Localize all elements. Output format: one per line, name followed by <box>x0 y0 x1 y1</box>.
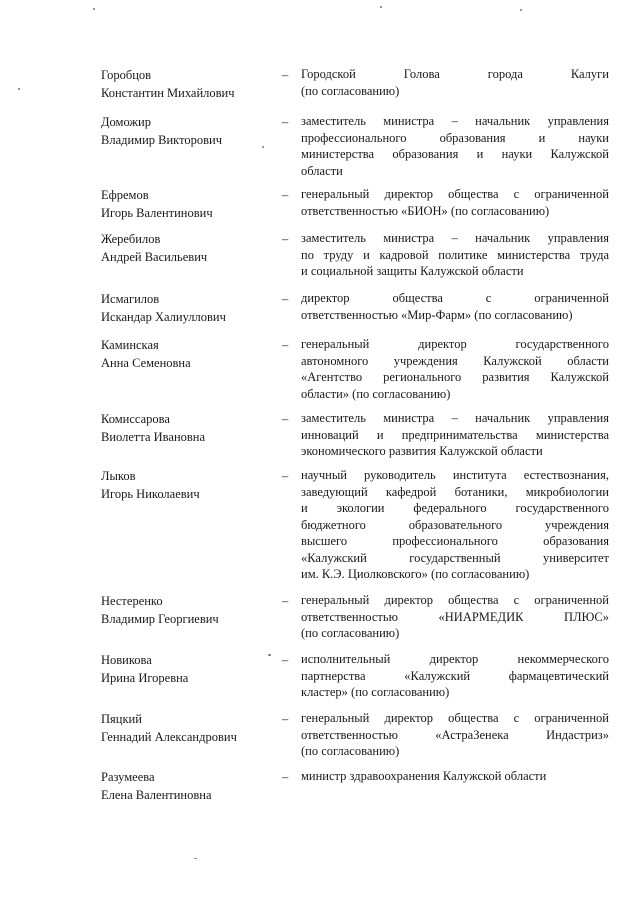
position-line: ответственностью «АстраЗенека Индастриз» <box>301 727 609 742</box>
position-line: ответственностью «НИАРМЕДИК ПЛЮС» <box>301 609 609 624</box>
position-line: «Калужский государственный университет <box>301 550 609 565</box>
separator-dash: – <box>282 338 289 352</box>
member-position <box>301 592 609 642</box>
separator-dash: – <box>282 594 289 608</box>
member-name <box>101 710 276 746</box>
position-line: директор общества с ограниченной <box>301 291 609 305</box>
member-name <box>101 651 276 687</box>
member-given-names: Анна Семеновна <box>101 356 191 370</box>
separator-dash: – <box>282 188 289 202</box>
member-surname: Разумеева <box>101 770 155 784</box>
member-given-names: Игорь Валентинович <box>101 206 213 220</box>
position-line: высшего профессионального образования <box>301 534 609 548</box>
position-line: ответственностью «Мир-Фарм» (по согласованию) <box>301 307 573 322</box>
position-line: (по согласованию) <box>301 744 400 758</box>
position-line: инноваций и предпринимательства министерства <box>301 427 609 442</box>
position-line: «Агентство регионального развития Калужской <box>301 370 609 384</box>
position-line: им. К.Э. Циолковского» (по согласованию) <box>301 567 530 581</box>
position-line: и экологии федерального государственного <box>301 501 609 515</box>
position-line: генеральный директор государственного <box>301 337 609 351</box>
scan-speck <box>262 146 264 148</box>
separator-dash: – <box>282 115 289 129</box>
position-line: бюджетного образовательного учреждения <box>301 517 609 532</box>
scan-speck <box>268 654 271 656</box>
member-name <box>101 113 276 149</box>
member-given-names: Елена Валентиновна <box>101 788 212 802</box>
member-given-names: Виолетта Ивановна <box>101 430 206 444</box>
member-name <box>101 290 276 326</box>
member-given-names: Владимир Георгиевич <box>101 612 219 626</box>
separator-dash: – <box>282 68 289 82</box>
member-given-names: Андрей Васильевич <box>101 250 208 264</box>
member-surname: Жеребилов <box>101 232 161 246</box>
member-position <box>301 290 609 323</box>
member-given-names: Искандар Халиуллович <box>101 310 226 324</box>
member-position <box>301 113 609 179</box>
member-position <box>301 710 609 760</box>
member-name <box>101 336 276 372</box>
member-position <box>301 467 609 583</box>
position-line: кластер» (по согласованию) <box>301 685 450 699</box>
member-given-names: Ирина Игоревна <box>101 671 189 685</box>
scan-speck <box>520 9 522 11</box>
position-line: профессионального образования и науки <box>301 130 609 145</box>
position-line: генеральный директор общества с ограниченной <box>301 593 609 607</box>
position-line: области» (по согласованию) <box>301 386 451 401</box>
member-position <box>301 336 609 402</box>
position-line: генеральный директор общества с ограниченной <box>301 711 609 725</box>
position-line: исполнительный директор некоммерческого <box>301 652 609 666</box>
position-line: автономного учреждения Калужской области <box>301 353 609 368</box>
member-surname: Комиссарова <box>101 412 170 426</box>
separator-dash: – <box>282 412 289 426</box>
member-name <box>101 410 276 446</box>
member-surname: Лыков <box>101 469 136 483</box>
member-position <box>301 651 609 701</box>
member-name <box>101 467 276 503</box>
position-line: генеральный директор общества с ограниченной <box>301 187 609 201</box>
position-line: заместитель министра – начальник управления <box>301 231 609 245</box>
position-line: по труду и кадровой политике министерства труда <box>301 247 609 262</box>
member-position <box>301 768 609 785</box>
member-given-names: Владимир Викторович <box>101 133 223 147</box>
member-surname: Горобцов <box>101 68 152 82</box>
member-name <box>101 66 276 102</box>
member-given-names: Константин Михайлович <box>101 86 235 100</box>
position-line: и социальной защиты Калужской области <box>301 264 524 278</box>
position-line: научный руководитель института естествознания, <box>301 468 609 482</box>
position-line: заведующий кафедрой ботаники, микробиологии <box>301 484 609 499</box>
position-line: (по согласованию) <box>301 626 400 640</box>
separator-dash: – <box>282 232 289 246</box>
separator-dash: – <box>282 469 289 483</box>
member-name <box>101 230 276 266</box>
member-name <box>101 768 276 804</box>
member-surname: Исмагилов <box>101 292 160 306</box>
member-surname: Доможир <box>101 115 151 129</box>
member-position <box>301 66 609 99</box>
member-position <box>301 230 609 280</box>
member-given-names: Игорь Николаевич <box>101 487 200 501</box>
separator-dash: – <box>282 653 289 667</box>
position-line: партнерства «Калужский фармацевтический <box>301 668 609 683</box>
member-surname: Нестеренко <box>101 594 163 608</box>
separator-dash: – <box>282 712 289 726</box>
scan-speck <box>194 858 197 859</box>
position-line: (по согласованию) <box>301 83 400 98</box>
member-surname: Новикова <box>101 653 152 667</box>
position-line: заместитель министра – начальник управления <box>301 411 609 425</box>
member-surname: Ефремов <box>101 188 149 202</box>
position-line: министр здравоохранения Калужской области <box>301 769 547 783</box>
position-line: экономического развития Калужской области <box>301 444 543 458</box>
separator-dash: – <box>282 292 289 306</box>
position-line: области <box>301 163 343 178</box>
position-line: ответственностью «БИОН» (по согласованию) <box>301 203 550 218</box>
scan-speck <box>18 88 20 90</box>
member-surname: Пяцкий <box>101 712 142 726</box>
scan-speck <box>93 8 95 10</box>
member-position <box>301 186 609 219</box>
position-line: министерства образования и науки Калужской <box>301 147 609 161</box>
member-given-names: Геннадий Александрович <box>101 730 237 744</box>
member-surname: Каминская <box>101 338 159 352</box>
scan-speck <box>380 6 382 8</box>
separator-dash: – <box>282 770 289 784</box>
position-line: Городской Голова города Калуги <box>301 67 609 81</box>
position-line: заместитель министра – начальник управления <box>301 114 609 128</box>
member-name <box>101 186 276 222</box>
member-name <box>101 592 276 628</box>
member-position <box>301 410 609 460</box>
